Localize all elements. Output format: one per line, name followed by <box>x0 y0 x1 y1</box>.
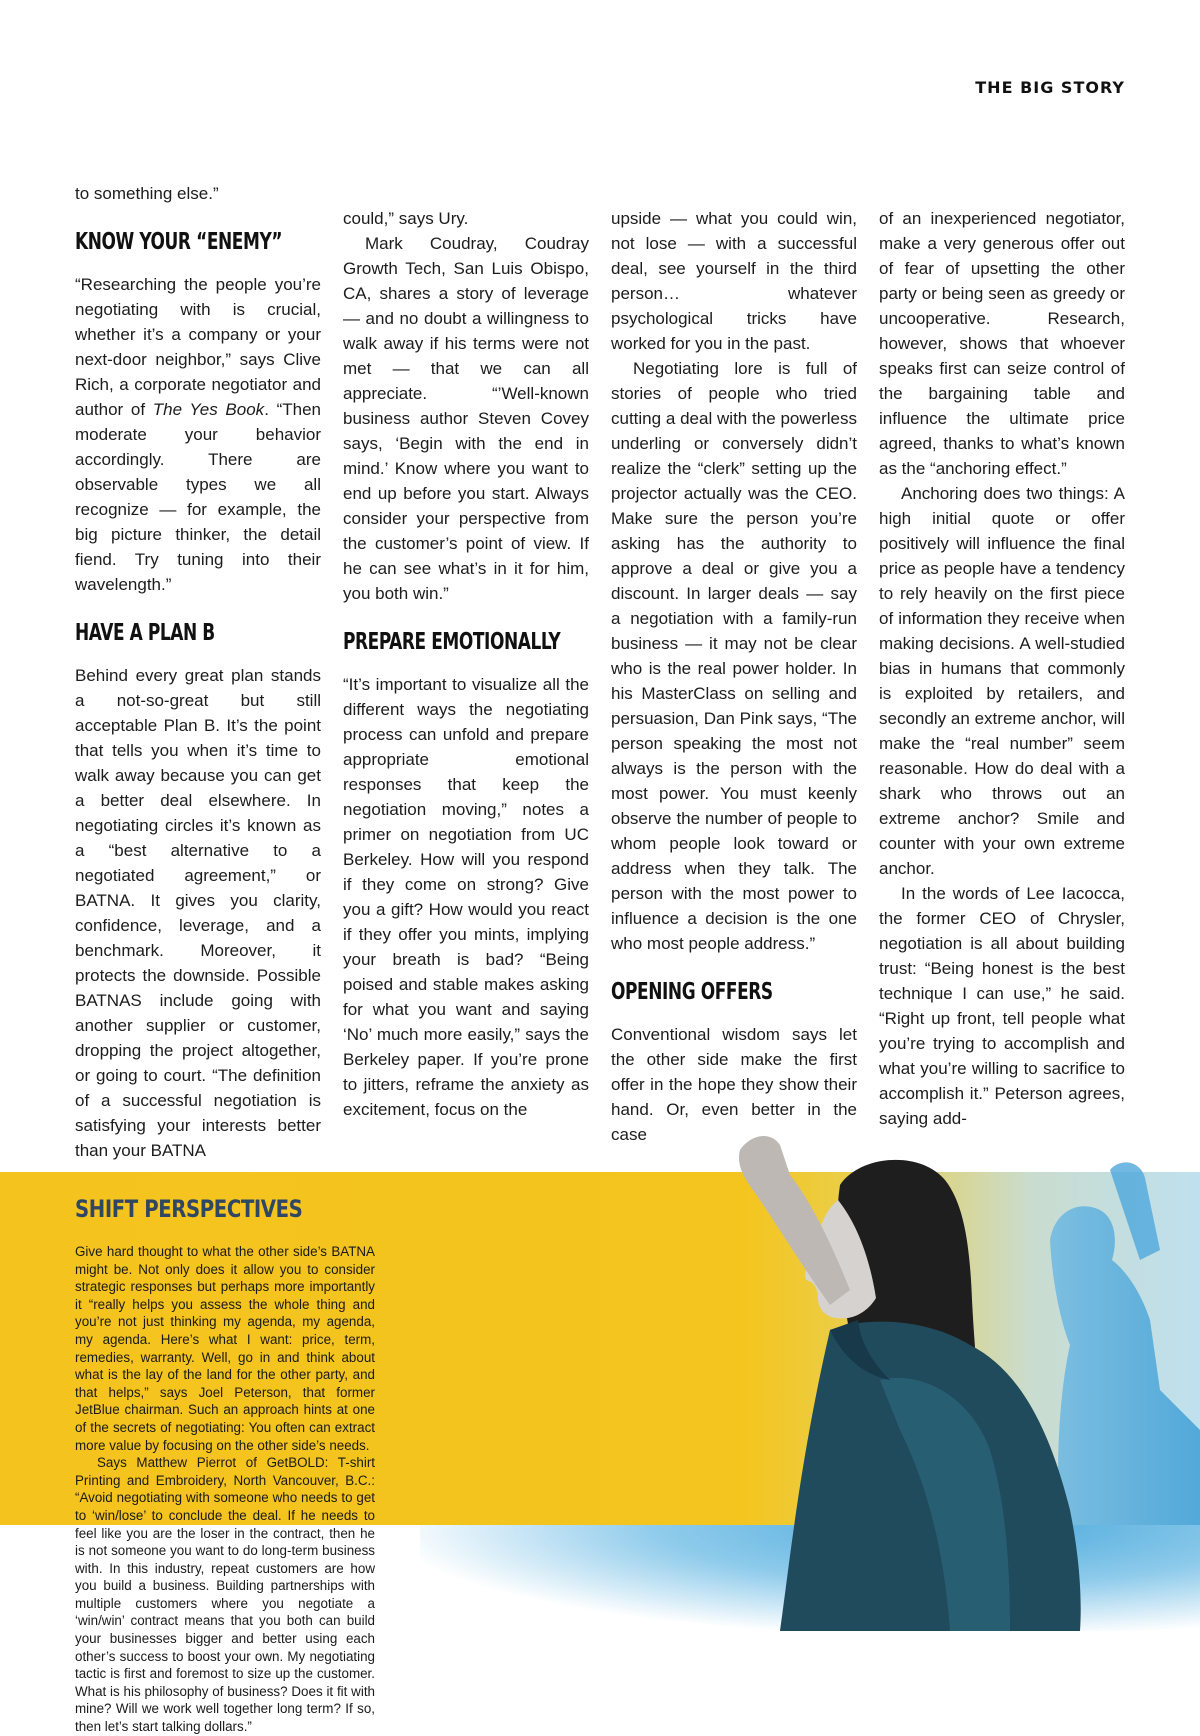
running-head: THE BIG STORY <box>975 78 1125 97</box>
heading-know-your-enemy: KNOW YOUR “ENEMY” <box>75 229 283 255</box>
heading-opening-offers: OPENING OFFERS <box>611 979 773 1005</box>
text-run: “Researching the people you’re negotiating with is crucial, whether it’s a company or your next-door neighbor,” says Clive Rich, a corporate negotiator and author of <box>75 275 321 419</box>
paragraph: Negotiating lore is full of stories of people who tried cutting a deal with the powerless underling or conversely didn’t realize the “clerk” setting up the projector actually was the CEO. Make sure the person you’re asking has the authority to approve a deal or give you a discount. In larger deals — say a negotiation with a family-run business — it may not be clear who is the real power holder. In his MasterClass on selling and persuasion, Dan Pink says, “The person speaking the most not always is the person with the most power. You must keenly observe the number of people to whom people look toward or address when they talk. The person with the most power to influence a decision is the one who most people address.” <box>611 359 857 953</box>
woman-shading-eyes-photo <box>720 1130 1200 1631</box>
sidebar-paragraph: Give hard thought to what the other side’s BATNA might be. Not only does it allow you to consider strategic responses but perhaps more importantly it “really helps you assess the whole thing and you’re not just thinking my agenda, my agenda, my agenda. Here’s what I want: price, term, remedies, warranty. Well, go in and think about what is the lay of the land for the other party, and that helps,” says Joel Peterson, that former JetBlue chairman. Such an approach hints at one of the secrets of negotiating: You often can extract more value by focusing on the other side’s needs. <box>75 1244 375 1453</box>
paragraph: Conventional wisdom says let the other side make the first offer in the hope they show their hand. Or, even better in the case <box>611 1025 857 1144</box>
paragraph: Anchoring does two things: A high initial quote or offer positively will influence the final price as people have a tendency to rely heavily on the first piece of information they receive when making decisions. A well-studied bias in humans that commonly is exploited by retailers, and secondly an extreme anchor, will make the “real number” seem reasonable. How do deal with a shark who throws out an extreme anchor? Smile and counter with your own extreme anchor. <box>879 484 1125 878</box>
sidebar-column-1 <box>75 1243 375 1736</box>
echo-figure-shape <box>1050 1206 1200 1525</box>
article-column-3 <box>611 206 857 1147</box>
paragraph: to something else.” <box>75 184 219 203</box>
article-column-4 <box>879 206 1125 1131</box>
paragraph: In the words of Lee Iacocca, the former CEO of Chrysler, negotiation is all about building trust: “Being honest is the best technique I can use,” he said. “Right up front, tell people what you’re trying to accomplish and what you’re willing to sacrifice to accomplish it.” Peterson agrees, saying add- <box>879 884 1125 1128</box>
paragraph: Behind every great plan stands a not-so-great but still acceptable Plan B. It’s the point that tells you when it’s time to walk away because you can get a better deal elsewhere. In negotiating circles it’s known as a “best alternative to a negotiated agreement,” or BATNA. It gives you clarity, confidence, leverage, and a benchmark. Moreover, it protects the downside. Possible BATNAS include going with another supplier or customer, dropping the project altogether, or going to court. “The definition of a successful negotiation is satisfying your interests better than your BATNA <box>75 666 321 1160</box>
heading-prepare-emotionally: PREPARE EMOTIONALLY <box>343 629 561 655</box>
paragraph: could,” says Ury. <box>343 209 469 228</box>
sidebar-paragraph: Says Matthew Pierrot of GetBOLD: T-shirt Printing and Embroidery, North Vancouver, B.C.: “Avoid negotiating with someone who needs to get to ‘win/lose’ to conclude the deal. If he needs to feel like you are the loser in the contract, then he is not someone you want to do long-term business with. In this industry, repeat customers are how you build a business. Building partnerships with multiple customers where you negotiate a ‘win/win’ contract means that you both can build your businesses bigger and better using each other’s success to boost your own. My negotiating tactic is first and foremost to size up the customer. What is his philosophy of business? Does it fit with mine? Will we work well together long term? If so, then let’s start talking dollars.” <box>75 1455 375 1735</box>
paragraph: of an inexperienced negotiator, make a very generous offer out of fear of upsetting the other party or being seen as greedy or uncooperative. Research, however, shows that whoever speaks first can seize control of the bargaining table and influence the ultimate price agreed, thanks to what’s known as the “anchoring effect.” <box>879 209 1125 478</box>
article-column-2 <box>343 206 589 1122</box>
paragraph: “It’s important to visualize all the different ways the negotiating process can unfold and prepare appropriate emotional responses that keep the negotiation moving,” notes a primer on negotiation from UC Berkeley. How will you respond if they come on strong? Give you a gift? How would you react if they offer you mints, implying your breath is bad? “Being poised and stable makes asking for what you want and saying ‘No’ much more easily,” says the Berkeley paper. If you’re prone to jitters, reframe the anxiety as excitement, focus on the <box>343 675 589 1119</box>
sidebar-title: SHIFT PERSPECTIVES <box>75 1195 303 1223</box>
heading-have-a-plan-b: HAVE A PLAN B <box>75 620 215 646</box>
text-run: . “Then moderate your behavior accordingly. There are observable types we all recognize — for example, the big picture thinker, the detail fiend. Try tuning into their wavelength.” <box>75 400 321 594</box>
book-title: The Yes Book <box>152 400 265 419</box>
paragraph <box>75 272 321 597</box>
article-column-1 <box>75 181 321 1163</box>
paragraph: Mark Coudray, Coudray Growth Tech, San Luis Obispo, CA, shares a story of leverage — and no doubt a willingness to walk away if his terms were not met — that we can all appreciate. “’Well-known business author Steven Covey says, ‘Begin with the end in mind.’ Know where you want to end up before you start. Always consider your perspective from the customer’s point of view. If he can see what’s in it for him, you both win.” <box>343 234 589 603</box>
echo-arm-shape <box>1110 1162 1160 1260</box>
paragraph: upside — what you could win, not lose — with a successful deal, see yourself in the third person… whatever psychological tricks have worked for you in the past. <box>611 209 857 353</box>
